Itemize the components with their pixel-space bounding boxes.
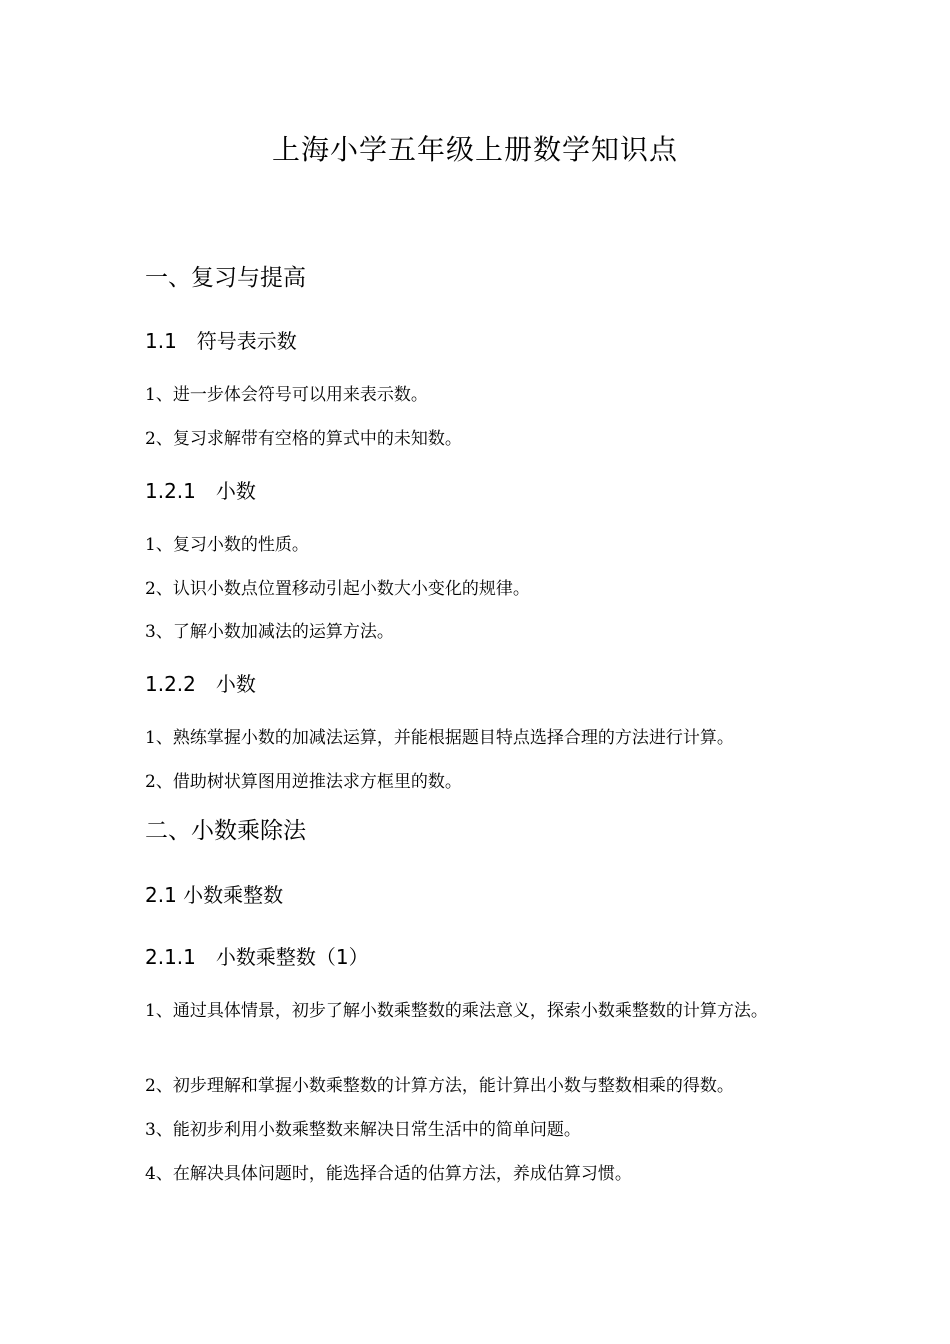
- list-item: 1、进一步体会符号可以用来表示数。: [145, 385, 428, 405]
- subsection-heading: 1.1 符号表示数: [145, 329, 297, 353]
- section-heading: 一、复习与提高: [145, 265, 306, 291]
- list-item: 2、认识小数点位置移动引起小数大小变化的规律。: [145, 579, 530, 599]
- list-item: 2、初步理解和掌握小数乘整数的计算方法，能计算出小数与整数相乘的得数。: [145, 1076, 734, 1096]
- subsection-heading: 2.1 小数乘整数: [145, 883, 284, 907]
- list-item: 4、在解决具体问题时，能选择合适的估算方法，养成估算习惯。: [145, 1164, 632, 1184]
- page-title: 上海小学五年级上册数学知识点: [271, 133, 678, 166]
- section-heading: 二、小数乘除法: [145, 818, 306, 844]
- list-item: 3、了解小数加减法的运算方法。: [145, 622, 394, 642]
- list-item: 1、复习小数的性质。: [145, 535, 309, 555]
- subsection-heading: 1.2.1 小数: [145, 479, 256, 503]
- list-item: 3、能初步利用小数乘整数来解决日常生活中的简单问题。: [145, 1120, 581, 1140]
- list-item: 1、通过具体情景，初步了解小数乘整数的乘法意义，探索小数乘整数的计算方法。: [145, 1001, 768, 1021]
- list-item: 2、复习求解带有空格的算式中的未知数。: [145, 429, 462, 449]
- list-item: 1、熟练掌握小数的加减法运算，并能根据题目特点选择合理的方法进行计算。: [145, 728, 734, 748]
- subsection-heading: 2.1.1 小数乘整数（1）: [145, 945, 369, 969]
- list-item: 2、借助树状算图用逆推法求方框里的数。: [145, 772, 462, 792]
- subsection-heading: 1.2.2 小数: [145, 672, 256, 696]
